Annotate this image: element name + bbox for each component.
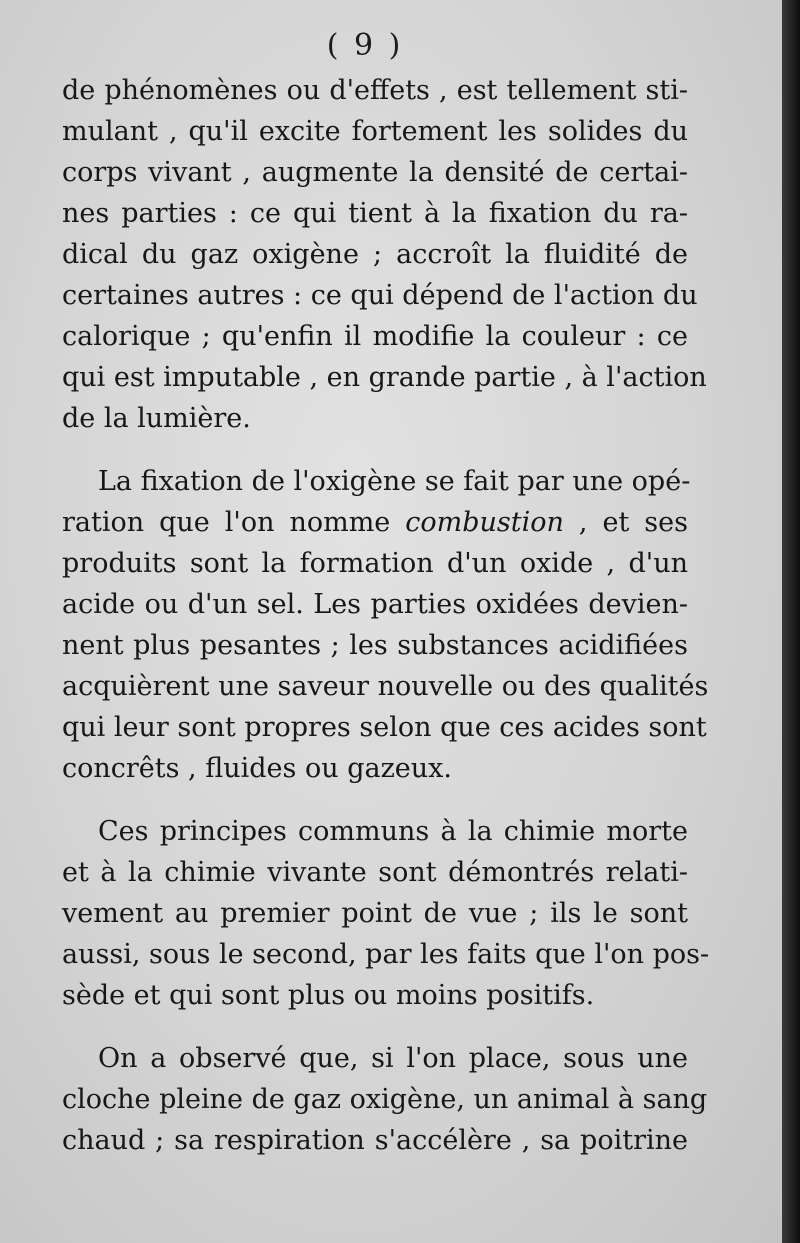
text-line: cloche pleine de gaz oxigène, un animal à sang (62, 1084, 708, 1115)
paragraph-3 (62, 811, 710, 1016)
paragraph-1 (62, 70, 707, 439)
paragraph-2 (62, 461, 709, 789)
text-line: On a observé que, si l'on place, sous une (98, 1043, 688, 1074)
text-line: nent plus pesantes ; les substances acidifiées (62, 630, 688, 661)
text-line: qui est imputable , en grande partie , à l'action (62, 362, 707, 393)
text-line: concrêts , fluides ou gazeux. (62, 753, 452, 784)
text-line: corps vivant , augmente la densité de certai- (62, 157, 688, 188)
text-line: calorique ; qu'enfin il modifie la couleur : ce (62, 321, 688, 352)
paragraph-4 (62, 1038, 708, 1161)
text-line: vement au premier point de vue ; ils le sont (62, 898, 688, 929)
text-line-with-italic (62, 502, 688, 543)
page-number: ( 9 ) (326, 28, 404, 63)
text-line: sède et qui sont plus ou moins positifs. (62, 980, 595, 1011)
text-line: mulant , qu'il excite fortement les solides du (62, 116, 688, 147)
text-line: de la lumière. (62, 403, 251, 434)
text-line: et à la chimie vivante sont démontrés relati- (62, 857, 688, 888)
text-line: chaud ; sa respiration s'accélère , sa poitrine (62, 1125, 688, 1156)
text-line: de phénomènes ou d'effets , est tellement sti- (62, 75, 688, 106)
text-line: dical du gaz oxigène ; accroît la fluidité de (62, 239, 688, 270)
page-edge-shadow (782, 0, 800, 1243)
text-fragment: ration que l'on nomme (62, 507, 406, 538)
text-line: acide ou d'un sel. Les parties oxidées devien- (62, 589, 688, 620)
text-fragment: , et ses (563, 507, 688, 538)
text-line: certaines autres : ce qui dépend de l'action du (62, 280, 698, 311)
text-line: nes parties : ce qui tient à la fixation du ra- (62, 198, 688, 229)
body-text (62, 70, 710, 1183)
text-line: La fixation de l'oxigène se fait par une opé- (98, 466, 691, 497)
italic-term: combustion (405, 507, 564, 538)
text-line: qui leur sont propres selon que ces acides sont (62, 712, 707, 743)
text-line: aussi, sous le second, par les faits que l'on pos- (62, 939, 710, 970)
text-line: produits sont la formation d'un oxide , d'un (62, 548, 688, 579)
text-line: acquièrent une saveur nouvelle ou des qualités (62, 671, 709, 702)
text-line: Ces principes communs à la chimie morte (98, 816, 688, 847)
